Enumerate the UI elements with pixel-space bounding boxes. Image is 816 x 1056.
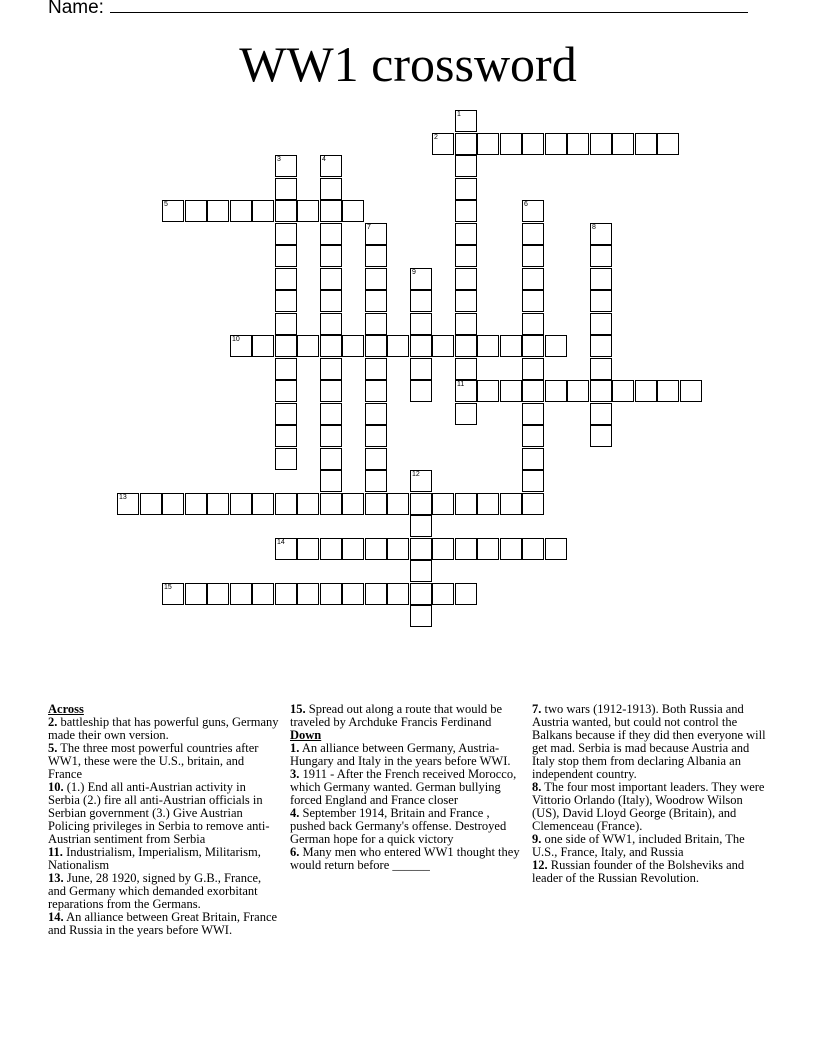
clue-number-label: 11 <box>457 381 465 388</box>
crossword-cell[interactable] <box>410 380 432 402</box>
crossword-cell[interactable] <box>162 493 184 515</box>
crossword-cell[interactable] <box>162 200 184 222</box>
clue-across-11: 11. Industrialism, Imperialism, Militarism, Nationalism <box>48 845 261 872</box>
crossword-cell[interactable] <box>140 493 162 515</box>
crossword-cell[interactable] <box>275 493 297 515</box>
crossword-cell[interactable] <box>275 358 297 380</box>
clue-down-8: 8. The four most important leaders. They were Vittorio Orlando (Italy), Woodrow Wilson (US), David Lloyd George (Britain), and Clemenceau (France). <box>532 780 765 833</box>
crossword-cell[interactable] <box>545 538 567 560</box>
crossword-cell[interactable] <box>275 290 297 312</box>
crossword-cell[interactable] <box>365 223 387 245</box>
crossword-cell[interactable] <box>387 538 409 560</box>
crossword-cell[interactable] <box>522 470 544 492</box>
clue-number-label: 7 <box>367 224 371 231</box>
crossword-cell[interactable] <box>522 290 544 312</box>
crossword-cell[interactable] <box>320 538 342 560</box>
crossword-cell[interactable] <box>455 403 477 425</box>
name-label: Name: <box>48 0 104 18</box>
crossword-cell[interactable] <box>365 290 387 312</box>
crossword-cell[interactable] <box>500 133 522 155</box>
clue-number-label: 9 <box>412 269 416 276</box>
crossword-cell[interactable] <box>522 358 544 380</box>
crossword-cell[interactable] <box>500 493 522 515</box>
crossword-cell[interactable] <box>590 133 612 155</box>
crossword-cell[interactable] <box>410 335 432 357</box>
crossword-cell[interactable] <box>590 245 612 267</box>
crossword-cell[interactable] <box>342 335 364 357</box>
crossword-cell[interactable] <box>297 538 319 560</box>
crossword-cell[interactable] <box>275 380 297 402</box>
crossword-cell[interactable] <box>342 583 364 605</box>
clue-number-label: 13 <box>119 494 127 501</box>
crossword-cell[interactable] <box>230 335 252 357</box>
crossword-cell[interactable] <box>230 583 252 605</box>
crossword-cell[interactable] <box>522 448 544 470</box>
clue-down-7: 7. two wars (1912-1913). Both Russia and Austria wanted, but could not control the Balkans because if they did then everyone will get mad. Serbia is mad because Austria and Italy stop them from declaring Albania an independent country. <box>532 702 766 781</box>
crossword-cell[interactable] <box>365 538 387 560</box>
page-title: WW1 crossword <box>239 36 577 92</box>
crossword-cell[interactable] <box>275 403 297 425</box>
crossword-cell[interactable] <box>207 200 229 222</box>
crossword-cell[interactable] <box>410 470 432 492</box>
clue-number-label: 12 <box>412 471 420 478</box>
crossword-cell[interactable] <box>410 268 432 290</box>
crossword-cell[interactable] <box>320 493 342 515</box>
crossword-cell[interactable] <box>230 493 252 515</box>
crossword-cell[interactable] <box>365 448 387 470</box>
crossword-cell[interactable] <box>320 448 342 470</box>
crossword-cell[interactable] <box>230 200 252 222</box>
clue-number-label: 10 <box>232 336 240 343</box>
clues-column-1 <box>48 703 280 937</box>
crossword-cell[interactable] <box>477 133 499 155</box>
crossword-cell[interactable] <box>455 133 477 155</box>
crossword-cell[interactable] <box>365 358 387 380</box>
crossword-cell[interactable] <box>410 493 432 515</box>
crossword-cell[interactable] <box>522 380 544 402</box>
crossword-cell[interactable] <box>320 200 342 222</box>
crossword-cell[interactable] <box>455 335 477 357</box>
crossword-cell[interactable] <box>522 403 544 425</box>
crossword-cell[interactable] <box>320 178 342 200</box>
crossword-cell[interactable] <box>477 335 499 357</box>
crossword-cell[interactable] <box>500 335 522 357</box>
crossword-cell[interactable] <box>410 605 432 627</box>
crossword-cell[interactable] <box>320 268 342 290</box>
clue-number-label: 6 <box>524 201 528 208</box>
crossword-cell[interactable] <box>252 493 274 515</box>
crossword-cell[interactable] <box>297 200 319 222</box>
crossword-cell[interactable] <box>545 335 567 357</box>
crossword-cell[interactable] <box>680 380 702 402</box>
crossword-cell[interactable] <box>320 425 342 447</box>
crossword-cell[interactable] <box>455 268 477 290</box>
crossword-cell[interactable] <box>545 380 567 402</box>
crossword-cell[interactable] <box>275 268 297 290</box>
crossword-cell[interactable] <box>410 538 432 560</box>
crossword-cell[interactable] <box>252 583 274 605</box>
crossword-cell[interactable] <box>455 110 477 132</box>
crossword-cell[interactable] <box>342 538 364 560</box>
crossword-cell[interactable] <box>635 133 657 155</box>
crossword-cell[interactable] <box>365 313 387 335</box>
crossword-cell[interactable] <box>320 335 342 357</box>
crossword-cell[interactable] <box>432 538 454 560</box>
crossword-cell[interactable] <box>185 583 207 605</box>
crossword-cell[interactable] <box>455 313 477 335</box>
crossword-cell[interactable] <box>297 583 319 605</box>
crossword-cell[interactable] <box>522 245 544 267</box>
crossword-cell[interactable] <box>410 560 432 582</box>
crossword-cell[interactable] <box>635 380 657 402</box>
clue-across-2: 2. battleship that has powerful guns, Germany made their own version. <box>48 715 279 742</box>
crossword-cell[interactable] <box>545 133 567 155</box>
crossword-cell[interactable] <box>387 335 409 357</box>
crossword-cell[interactable] <box>410 290 432 312</box>
crossword-cell[interactable] <box>522 133 544 155</box>
crossword-cell[interactable] <box>275 178 297 200</box>
crossword-cell[interactable] <box>612 133 634 155</box>
crossword-cell[interactable] <box>522 223 544 245</box>
crossword-cell[interactable] <box>455 358 477 380</box>
crossword-cell[interactable] <box>432 493 454 515</box>
crossword-cell[interactable] <box>365 493 387 515</box>
crossword-cell[interactable] <box>387 493 409 515</box>
clue-across-5: 5. The three most powerful countries after WW1, these were the U.S., britain, and France <box>48 741 259 781</box>
crossword-cell[interactable] <box>297 493 319 515</box>
across-heading: Across <box>48 702 84 716</box>
crossword-cell[interactable] <box>612 380 634 402</box>
crossword-cell[interactable] <box>432 583 454 605</box>
crossword-cell[interactable] <box>275 313 297 335</box>
clue-down-9: 9. one side of WW1, included Britain, The U.S., France, Italy, and Russia <box>532 832 745 859</box>
crossword-cell[interactable] <box>320 583 342 605</box>
clue-down-3: 3. 1911 - After the French received Morocco, which Germany wanted. German bullying forced England and France closer <box>290 767 517 807</box>
crossword-cell[interactable] <box>275 583 297 605</box>
clue-number-label: 5 <box>164 201 168 208</box>
crossword-cell[interactable] <box>590 268 612 290</box>
crossword-cell[interactable] <box>590 425 612 447</box>
crossword-cell[interactable] <box>432 335 454 357</box>
crossword-cell[interactable] <box>320 470 342 492</box>
crossword-cell[interactable] <box>455 538 477 560</box>
crossword-cell[interactable] <box>590 290 612 312</box>
clue-number-label: 8 <box>592 224 596 231</box>
crossword-cell[interactable] <box>320 403 342 425</box>
clue-across-15: 15. Spread out along a route that would be traveled by Archduke Francis Ferdinand <box>290 702 503 729</box>
crossword-cell[interactable] <box>320 155 342 177</box>
crossword-cell[interactable] <box>275 223 297 245</box>
crossword-cell[interactable] <box>365 245 387 267</box>
crossword-cell[interactable] <box>365 380 387 402</box>
crossword-cell[interactable] <box>207 583 229 605</box>
crossword-cell[interactable] <box>590 313 612 335</box>
crossword-cell[interactable] <box>387 583 409 605</box>
crossword-cell[interactable] <box>590 380 612 402</box>
crossword-cell[interactable] <box>275 448 297 470</box>
crossword-cell[interactable] <box>522 538 544 560</box>
clue-down-6: 6. Many men who entered WW1 thought they would return before ______ <box>290 845 520 872</box>
crossword-cell[interactable] <box>455 583 477 605</box>
crossword-cell[interactable] <box>500 538 522 560</box>
crossword-cell[interactable] <box>522 200 544 222</box>
crossword-cell[interactable] <box>320 358 342 380</box>
crossword-cell[interactable] <box>500 380 522 402</box>
crossword-cell[interactable] <box>320 223 342 245</box>
crossword-cell[interactable] <box>657 133 679 155</box>
crossword-cell[interactable] <box>567 380 589 402</box>
crossword-cell[interactable] <box>117 493 139 515</box>
crossword-cell[interactable] <box>365 268 387 290</box>
crossword-cell[interactable] <box>275 538 297 560</box>
crossword-cell[interactable] <box>252 335 274 357</box>
crossword-cell[interactable] <box>162 583 184 605</box>
crossword-cell[interactable] <box>252 200 274 222</box>
down-heading: Down <box>290 728 322 742</box>
crossword-cell[interactable] <box>410 358 432 380</box>
crossword-cell[interactable] <box>590 223 612 245</box>
crossword-cell[interactable] <box>320 313 342 335</box>
crossword-cell[interactable] <box>567 133 589 155</box>
crossword-cell[interactable] <box>275 425 297 447</box>
crossword-cell[interactable] <box>522 268 544 290</box>
crossword-cell[interactable] <box>522 425 544 447</box>
crossword-cell[interactable] <box>410 313 432 335</box>
crossword-cell[interactable] <box>365 403 387 425</box>
crossword-cell[interactable] <box>185 200 207 222</box>
crossword-cell[interactable] <box>455 245 477 267</box>
crossword-cell[interactable] <box>455 155 477 177</box>
clue-number-label: 15 <box>164 584 172 591</box>
crossword-cell[interactable] <box>207 493 229 515</box>
clue-down-4: 4. September 1914, Britain and France , pushed back Germany's offense. Destroyed German hope for a quick victory <box>290 806 507 846</box>
crossword-cell[interactable] <box>365 470 387 492</box>
crossword-cell[interactable] <box>455 178 477 200</box>
crossword-cell[interactable] <box>522 313 544 335</box>
crossword-cell[interactable] <box>410 515 432 537</box>
crossword-cell[interactable] <box>590 335 612 357</box>
clues-column-2 <box>290 703 526 872</box>
crossword-cell[interactable] <box>320 290 342 312</box>
clue-down-12: 12. Russian founder of the Bolsheviks and leader of the Russian Revolution. <box>532 858 745 885</box>
crossword-cell[interactable] <box>365 335 387 357</box>
clue-number-label: 1 <box>457 111 461 118</box>
crossword-cell[interactable] <box>477 538 499 560</box>
clue-number-label: 2 <box>434 134 438 141</box>
crossword-cell[interactable] <box>477 380 499 402</box>
clue-across-13: 13. June, 28 1920, signed by G.B., France, and Germany which demanded exorbitant reparations from the Germans. <box>48 871 262 911</box>
crossword-cell[interactable] <box>522 493 544 515</box>
crossword-cell[interactable] <box>477 493 499 515</box>
crossword-cell[interactable] <box>365 583 387 605</box>
crossword-cell[interactable] <box>657 380 679 402</box>
crossword-cell[interactable] <box>275 200 297 222</box>
clue-down-1: 1. An alliance between Germany, Austria-Hungary and Italy in the years before WWI. <box>290 741 511 768</box>
crossword-cell[interactable] <box>275 155 297 177</box>
crossword-cell[interactable] <box>432 133 454 155</box>
crossword-cell[interactable] <box>410 583 432 605</box>
crossword-cell[interactable] <box>455 200 477 222</box>
crossword-cell[interactable] <box>590 358 612 380</box>
crossword-cell[interactable] <box>275 245 297 267</box>
crossword-cell[interactable] <box>320 380 342 402</box>
crossword-cell[interactable] <box>185 493 207 515</box>
crossword-cell[interactable] <box>455 380 477 402</box>
clue-number-label: 14 <box>277 539 285 546</box>
crossword-cell[interactable] <box>275 335 297 357</box>
crossword-cell[interactable] <box>342 493 364 515</box>
crossword-cell[interactable] <box>522 335 544 357</box>
crossword-cell[interactable] <box>342 200 364 222</box>
clue-across-10: 10. (1.) End all anti-Austrian activity in Serbia (2.) fire all anti-Austrian officials in Serbian government (3.) Give Austrian Policing privileges in Serbia to remove anti-Austrian sentiment from Serbia <box>48 780 270 846</box>
crossword-cell[interactable] <box>590 403 612 425</box>
clue-number-label: 4 <box>322 156 326 163</box>
clue-across-14: 14. An alliance between Great Britain, France and Russia in the years before WWI. <box>48 910 278 937</box>
clue-number-label: 3 <box>277 156 281 163</box>
clues-column-3 <box>532 703 768 885</box>
crossword-cell[interactable] <box>297 335 319 357</box>
crossword-cell[interactable] <box>365 425 387 447</box>
crossword-cell[interactable] <box>455 290 477 312</box>
crossword-cell[interactable] <box>455 493 477 515</box>
crossword-cell[interactable] <box>320 245 342 267</box>
crossword-cell[interactable] <box>455 223 477 245</box>
